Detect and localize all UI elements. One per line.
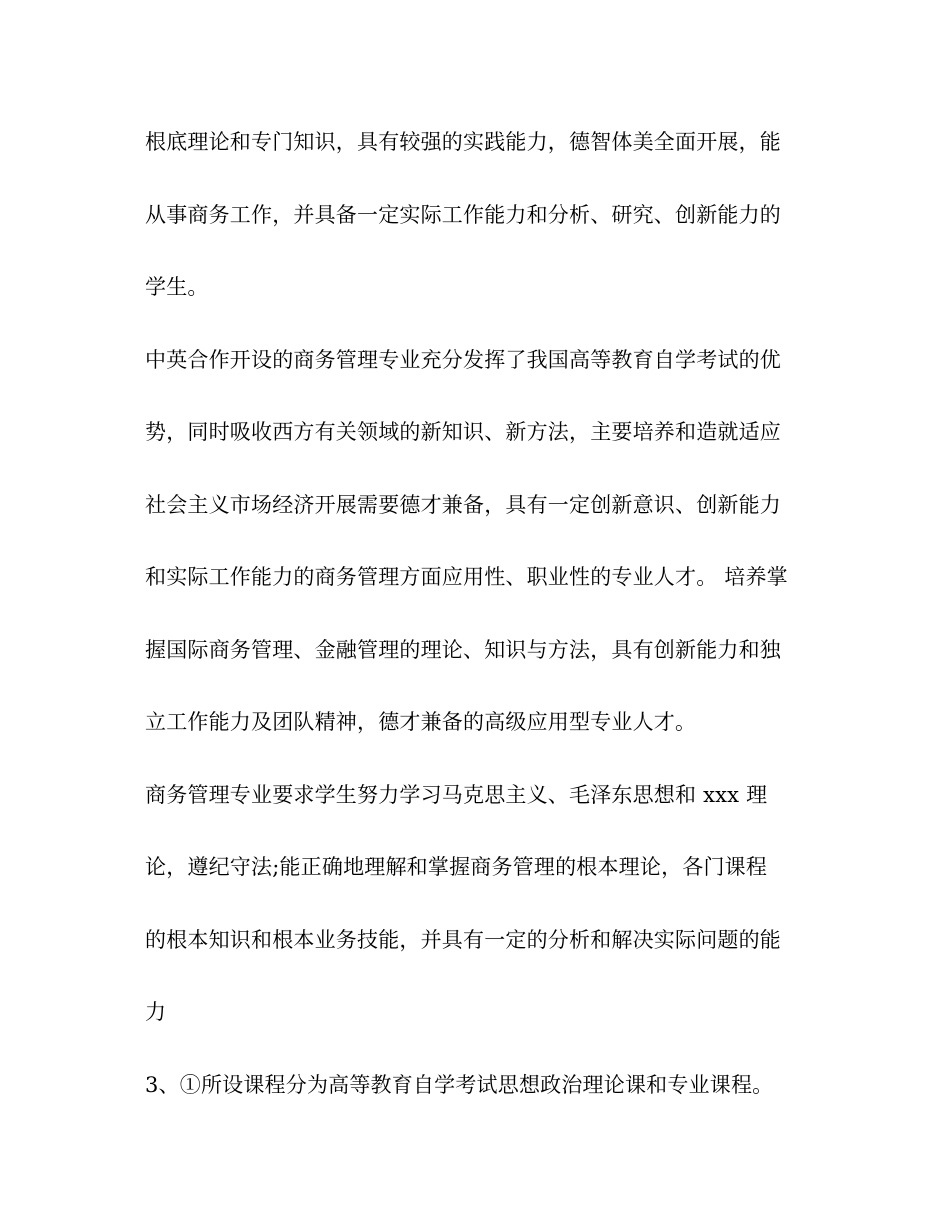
text-line-10: 商务管理专业要求学生努力学习马克思主义、毛泽东思想和 xxx 理 bbox=[145, 783, 768, 807]
text-line-1: 根底理论和专门知识，具有较强的实践能力，德智体美全面开展，能 bbox=[145, 130, 781, 154]
text-line-11: 论，遵纪守法;能正确地理解和掌握商务管理的根本理论，各门课程 bbox=[145, 855, 768, 879]
text-line-9: 立工作能力及团队精神，德才兼备的高级应用型专业人才。 bbox=[145, 710, 697, 734]
text-line-4: 中英合作开设的商务管理专业充分发挥了我国高等教育自学考试的优 bbox=[145, 348, 781, 372]
text-line-14: 3、①所设课程分为高等教育自学考试思想政治理论课和专业课程。 bbox=[145, 1073, 774, 1097]
text-line-8: 握国际商务管理、金融管理的理论、知识与方法，具有创新能力和独 bbox=[145, 638, 781, 662]
text-line-2: 从事商务工作，并具备一定实际工作能力和分析、研究、创新能力的 bbox=[145, 203, 781, 227]
text-line-12: 的根本知识和根本业务技能，并具有一定的分析和解决实际问题的能 bbox=[145, 928, 781, 952]
text-line-13: 力 bbox=[145, 1000, 167, 1024]
text-line-7: 和实际工作能力的商务管理方面应用性、职业性的专业人才。 培养掌 bbox=[145, 565, 788, 589]
text-line-3: 学生。 bbox=[145, 275, 209, 299]
text-line-5: 势，同时吸收西方有关领域的新知识、新方法，主要培养和造就适应 bbox=[145, 420, 781, 444]
text-line-6: 社会主义市场经济开展需要德才兼备，具有一定创新意识、创新能力 bbox=[145, 493, 781, 517]
